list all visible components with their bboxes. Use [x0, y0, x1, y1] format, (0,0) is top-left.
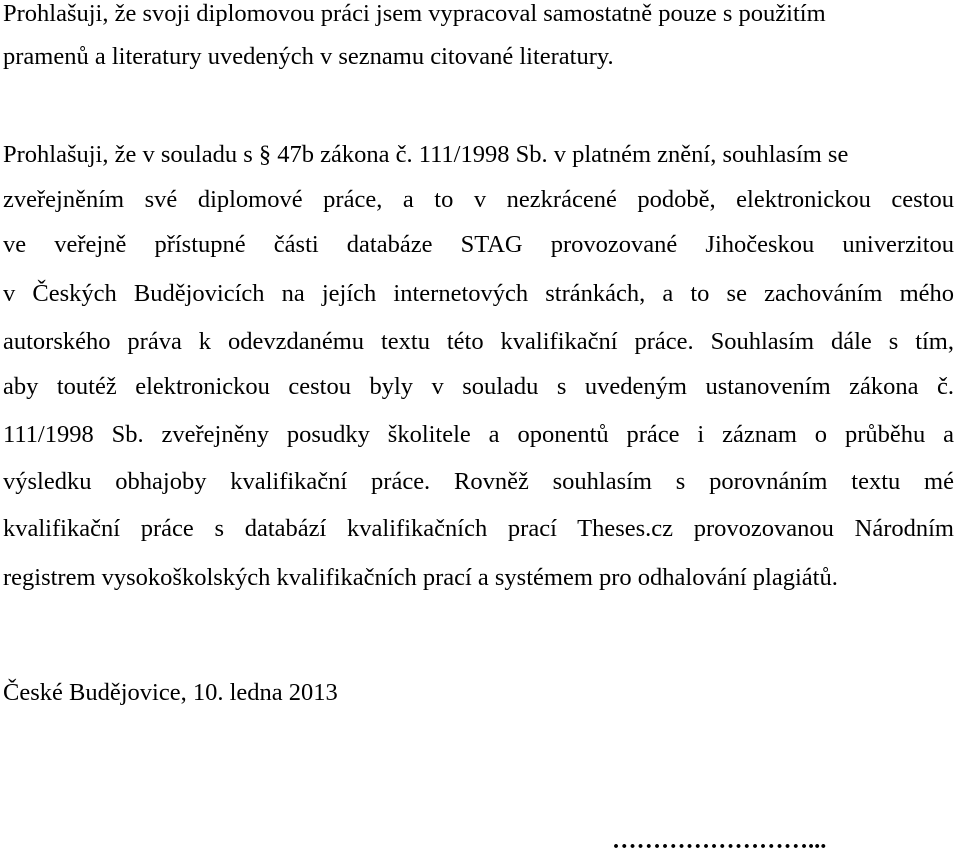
declaration1-line-2: pramenů a literatury uvedených v seznamu citované literatury. — [3, 43, 614, 70]
declaration2-line-3: ve veřejně přístupné části databáze STAG provozované Jihočeskou univerzitou — [3, 231, 954, 258]
declaration2-line-6: aby toutéž elektronickou cestou byly v souladu s uvedeným ustanovením zákona č. — [3, 373, 954, 400]
declaration1-line-1: Prohlašuji, že svoji diplomovou práci jsem vypracoval samostatně pouze s použitím — [3, 0, 826, 27]
declaration2-line-9: kvalifikační práce s databází kvalifikačních prací Theses.cz provozovanou Národním — [3, 515, 954, 542]
declaration2-line-4: v Českých Budějovicích na jejích internetových stránkách, a to se zachováním mého — [3, 280, 954, 307]
declaration2-line-10: registrem vysokoškolských kvalifikačních prací a systémem pro odhalování plagiátů. — [3, 564, 838, 591]
declaration2-line-8: výsledku obhajoby kvalifikační práce. Rovněž souhlasím s porovnáním textu mé — [3, 468, 954, 495]
signature-line: ……………………... — [612, 827, 827, 854]
declaration2-line-7: 111/1998 Sb. zveřejněny posudky školitele a oponentů práce i záznam o průběhu a — [3, 421, 954, 448]
declaration2-line-2: zveřejněním své diplomové práce, a to v nezkrácené podobě, elektronickou cestou — [3, 186, 954, 213]
place-date: České Budějovice, 10. ledna 2013 — [3, 679, 338, 706]
declaration2-line-5: autorského práva k odevzdanému textu této kvalifikační práce. Souhlasím dále s tím, — [3, 328, 954, 355]
declaration2-line-1: Prohlašuji, že v souladu s § 47b zákona č. 111/1998 Sb. v platném znění, souhlasím se — [3, 141, 849, 168]
